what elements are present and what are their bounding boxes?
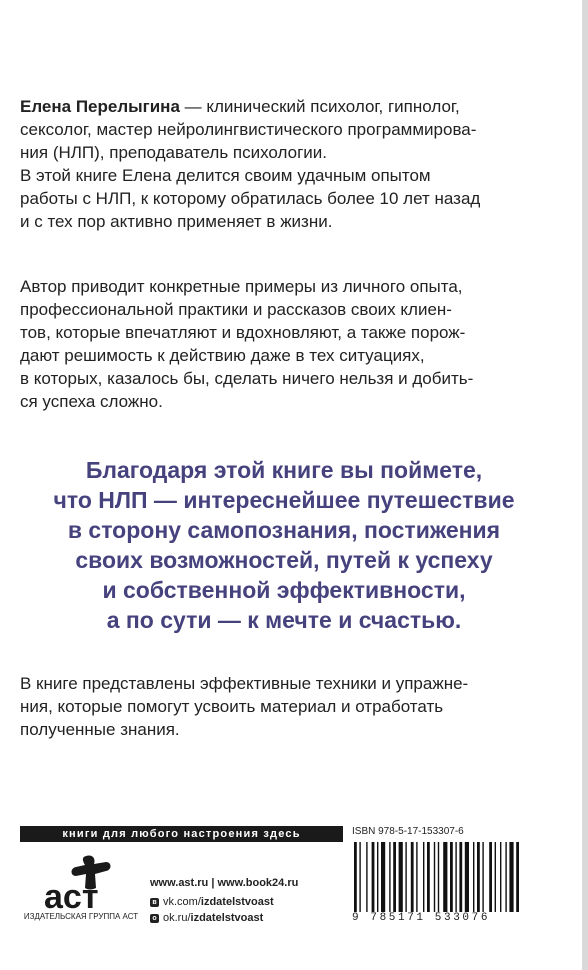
description-line: в которых, казалось бы, сделать ничего нельзя и добить- xyxy=(20,369,474,388)
barcode-digits: 9 785171 533076 xyxy=(352,912,491,924)
bio-line: сексолог, мастер нейролингвистического программирова- xyxy=(20,120,477,139)
barcode-bar xyxy=(473,842,474,912)
logo-text: аст xyxy=(44,878,99,916)
barcode-bar xyxy=(399,842,403,912)
bio-line-text: — клинический психолог, гипнолог, xyxy=(179,97,460,116)
description-line: ся успеха сложно. xyxy=(20,392,163,411)
ok-prefix: ok.ru/ xyxy=(163,912,191,924)
techniques-line: ния, которые помогут усвоить материал и отработать xyxy=(20,697,444,716)
quote-line: в сторону самопознания, постижения xyxy=(67,517,501,543)
ok-handle: izdatelstvoast xyxy=(190,912,264,924)
description-line: тов, которые впечатляют и вдохновляют, а также порож- xyxy=(20,323,466,342)
description-line: профессиональной практики и рассказов своих клиен- xyxy=(20,300,452,319)
barcode-bar xyxy=(495,842,496,912)
barcode-bar xyxy=(381,842,385,912)
barcode-bar xyxy=(389,842,390,912)
barcode-bar xyxy=(489,842,492,912)
barcode-bar xyxy=(509,842,513,912)
barcode-bar xyxy=(359,842,360,912)
vk-icon: в xyxy=(150,898,159,907)
quote-line: что НЛП — интереснейшее путешествие xyxy=(53,487,515,513)
quote-line: и собственной эффективности, xyxy=(102,577,466,603)
odnoklassniki-icon: о xyxy=(150,914,159,923)
bio-line xyxy=(20,95,540,118)
barcode-bar xyxy=(465,842,469,912)
barcode-bar xyxy=(438,842,439,912)
bio-line: и с тех пор активно применяет в жизни. xyxy=(20,212,333,231)
isbn-text: ISBN 978-5-17-153307-6 xyxy=(352,826,464,837)
barcode-bar xyxy=(450,842,453,912)
series-tagline-bar: книги для любого настроения здесь xyxy=(20,826,343,842)
page-edge xyxy=(582,0,588,970)
barcode-bar xyxy=(500,842,501,912)
barcode-bar xyxy=(505,842,506,912)
quote-line: Благодаря этой книге вы поймете, xyxy=(85,457,483,483)
description-line: Автор приводит конкретные примеры из личного опыта, xyxy=(20,277,463,296)
barcode-bar xyxy=(423,842,424,912)
barcode-bar xyxy=(443,842,447,912)
quote-line: своих возможностей, путей к успеху xyxy=(75,547,493,573)
barcode-bar xyxy=(393,842,396,912)
bio-line: В этой книге Елена делится своим удачным опытом xyxy=(20,166,431,185)
barcode-bar xyxy=(354,842,357,912)
bio-line: работы с НЛП, к которому обратилась более 10 лет назад xyxy=(20,189,481,208)
highlight-quote xyxy=(20,455,548,635)
author-name: Елена Перелыгина xyxy=(20,97,180,116)
barcode-bar xyxy=(377,842,378,912)
ast-logo xyxy=(40,852,124,920)
barcode-bar xyxy=(459,842,462,912)
barcode-bar xyxy=(455,842,456,912)
barcode-bar xyxy=(405,842,406,912)
bio-line: ния (НЛП), преподаватель психологии. xyxy=(20,143,327,162)
barcode-bar xyxy=(427,842,430,912)
vk-link[interactable] xyxy=(150,896,274,908)
barcode-bar xyxy=(416,842,417,912)
vk-handle: izdatelstvoast xyxy=(200,896,274,908)
barcode-bar xyxy=(516,842,519,912)
author-bio xyxy=(20,95,540,233)
barcode-bar xyxy=(411,842,414,912)
barcode-bar xyxy=(366,842,367,912)
websites-link[interactable]: www.ast.ru | www.book24.ru xyxy=(150,877,299,889)
book-description xyxy=(20,275,540,413)
techniques-paragraph xyxy=(20,672,540,741)
publisher-name: ИЗДАТЕЛЬСКАЯ ГРУППА АСТ xyxy=(23,912,139,921)
barcode-bar xyxy=(372,842,375,912)
barcode-bar xyxy=(482,842,483,912)
barcode xyxy=(352,842,536,914)
vk-prefix: vk.com/ xyxy=(163,896,201,908)
description-line: дают решимость к действию даже в тех ситуациях, xyxy=(20,346,425,365)
techniques-line: полученные знания. xyxy=(20,720,180,739)
quote-line: а по сути — к мечте и счастью. xyxy=(106,607,462,633)
techniques-line: В книге представлены эффективные техники и упражне- xyxy=(20,674,469,693)
barcode-bar xyxy=(434,842,435,912)
ok-link[interactable] xyxy=(150,912,263,924)
barcode-bar xyxy=(477,842,480,912)
